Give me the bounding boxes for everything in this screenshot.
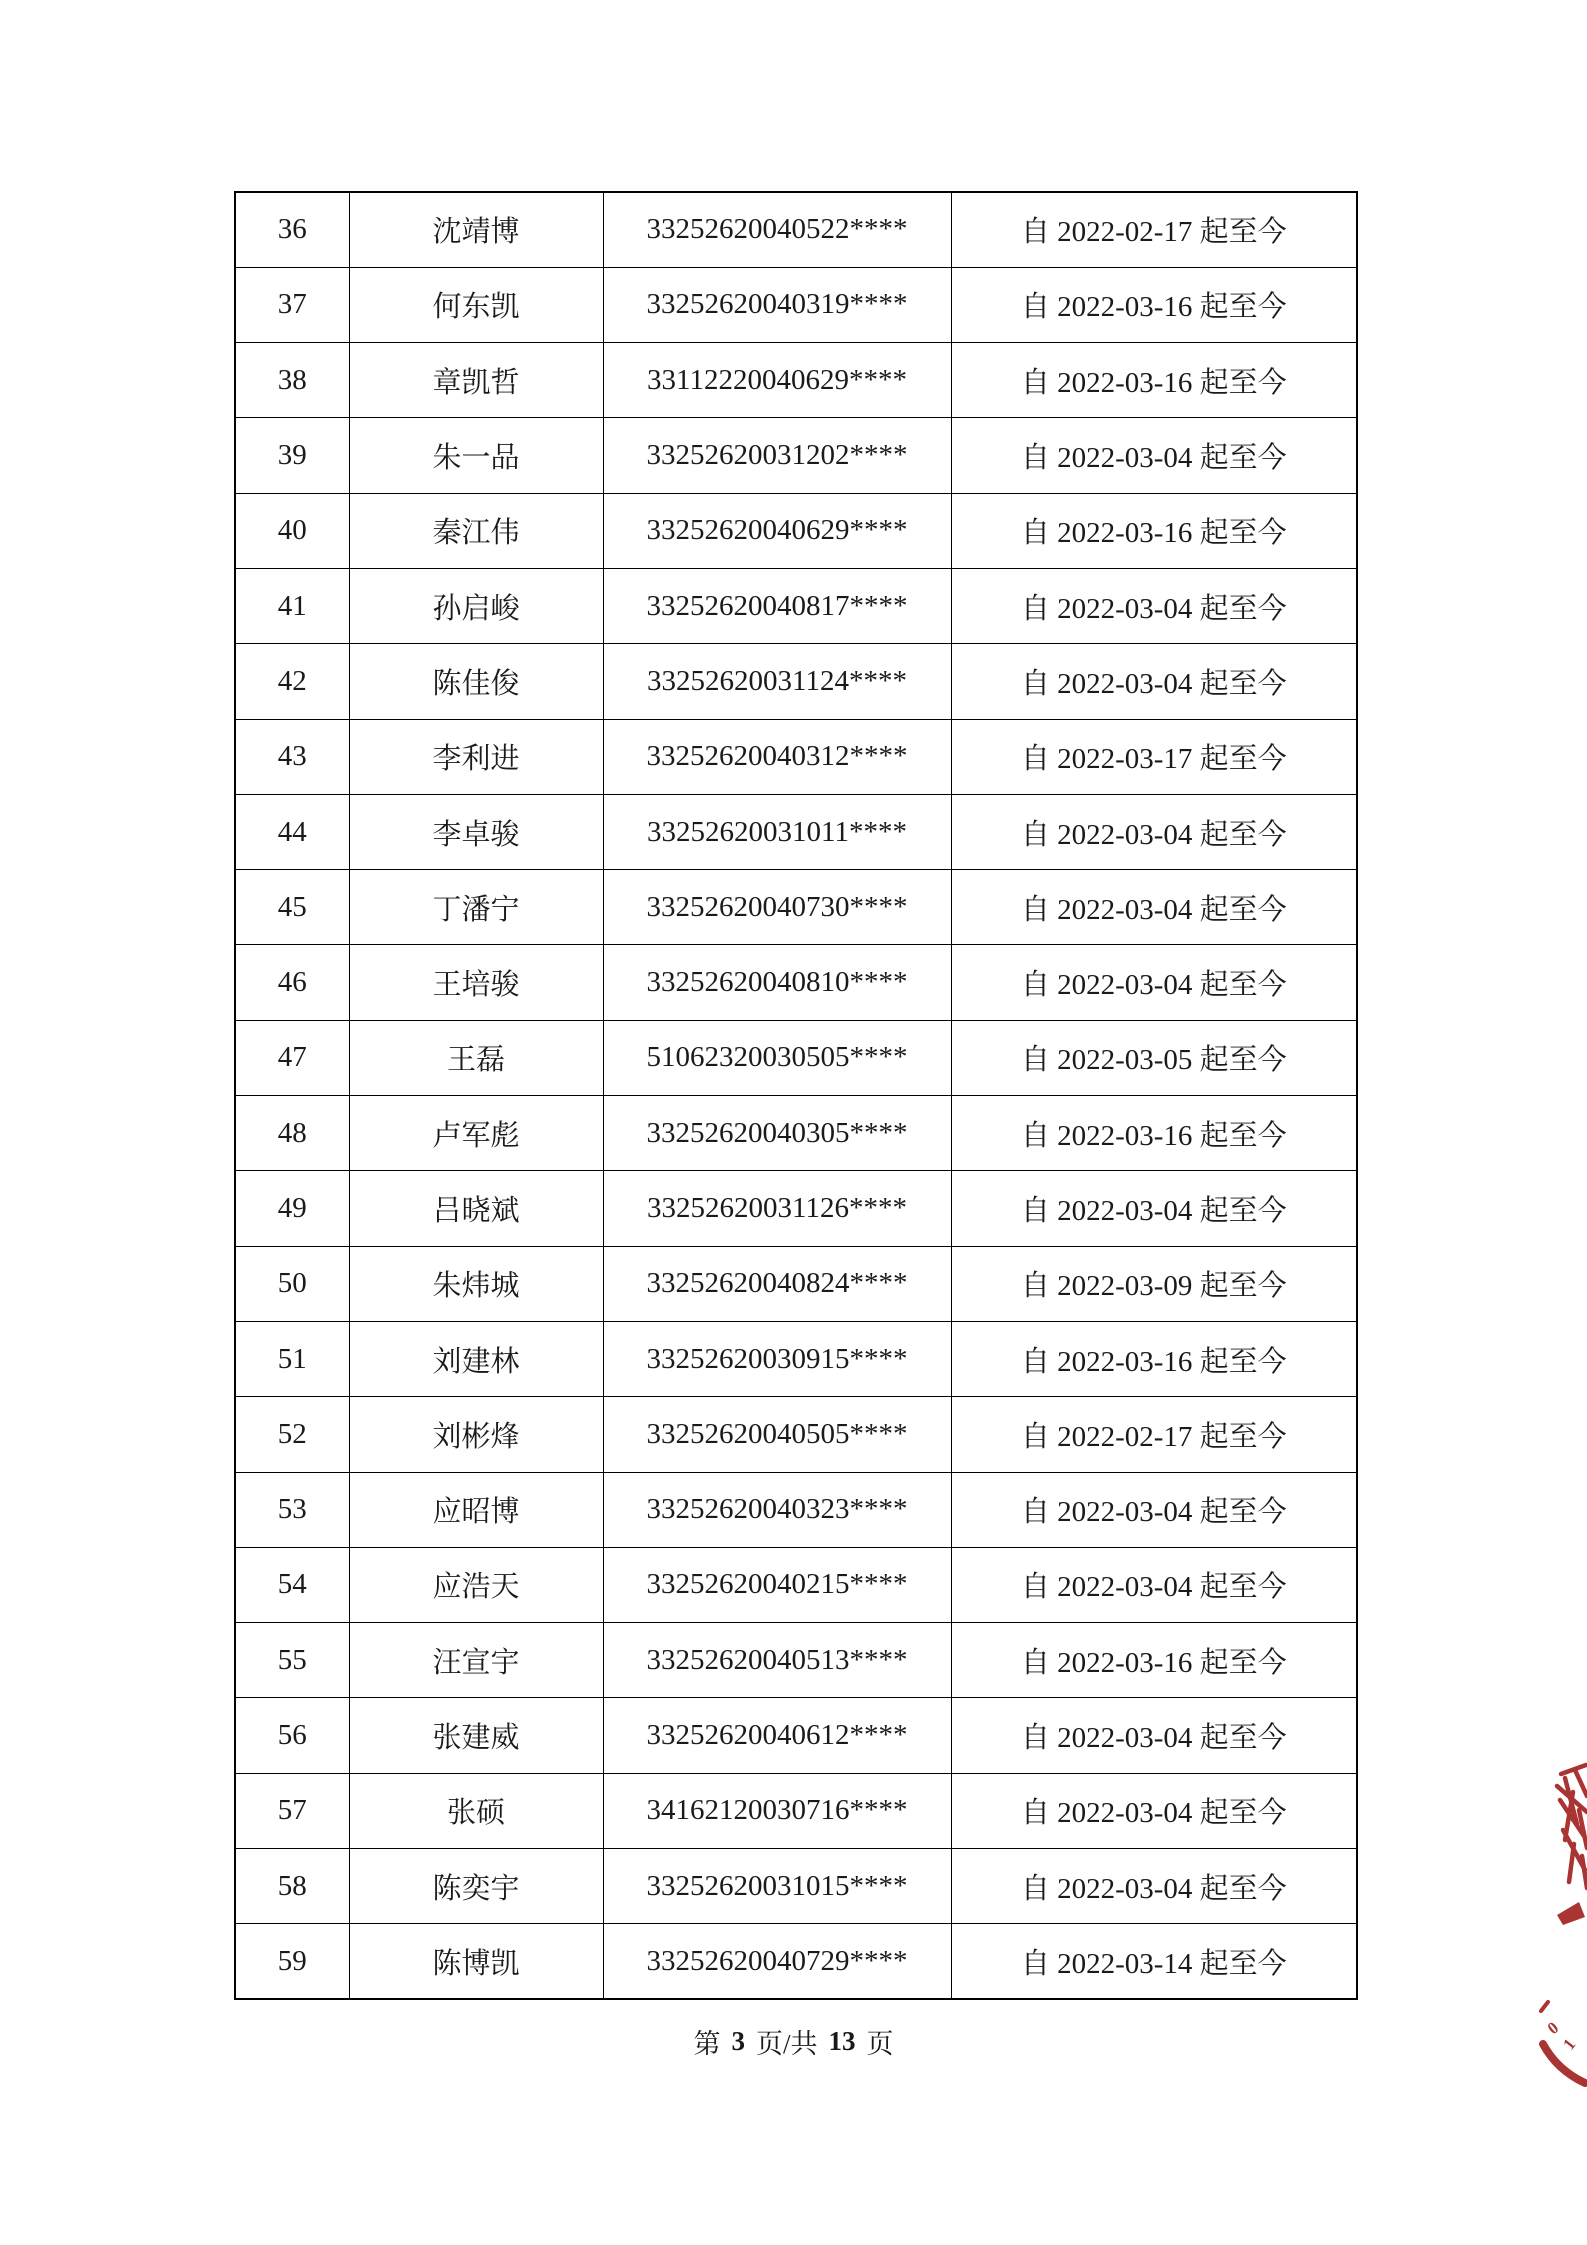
cell-name: 朱炜城 <box>349 1246 603 1321</box>
table-row <box>235 1849 1357 1924</box>
cell-id_number: 33252620031011**** <box>603 794 951 869</box>
footer-page-suffix: 页 <box>866 2029 894 2059</box>
seal-arrow-stroke <box>1557 1902 1585 1925</box>
cell-id_number: 33252620040505**** <box>603 1397 951 1472</box>
footer-page-prefix: 第 <box>693 2029 721 2059</box>
table-row <box>235 1246 1357 1321</box>
cell-period: 自 2022-03-16 起至今 <box>951 1321 1357 1396</box>
cell-index: 37 <box>235 267 349 342</box>
cell-period: 自 2022-03-04 起至今 <box>951 418 1357 493</box>
cell-id_number: 33112220040629**** <box>603 343 951 418</box>
cell-name: 秦江伟 <box>349 493 603 568</box>
cell-name: 王培骏 <box>349 945 603 1020</box>
cell-period: 自 2022-03-04 起至今 <box>951 945 1357 1020</box>
cell-name: 李卓骏 <box>349 794 603 869</box>
table-row <box>235 794 1357 869</box>
table-row <box>235 418 1357 493</box>
table-row <box>235 493 1357 568</box>
cell-index: 55 <box>235 1623 349 1698</box>
cell-period: 自 2022-03-16 起至今 <box>951 1096 1357 1171</box>
cell-id_number: 33252620040305**** <box>603 1096 951 1171</box>
table-row <box>235 1397 1357 1472</box>
footer-current-page: 3 <box>731 2026 745 2056</box>
seal-tick-stroke <box>1541 2002 1548 2011</box>
cell-id_number: 51062320030505**** <box>603 1020 951 1095</box>
cell-name: 陈奕宇 <box>349 1849 603 1924</box>
cell-name: 吕晓斌 <box>349 1171 603 1246</box>
cell-id_number: 33252620040817**** <box>603 568 951 643</box>
cell-index: 50 <box>235 1246 349 1321</box>
table-row <box>235 1020 1357 1095</box>
cell-index: 51 <box>235 1321 349 1396</box>
cell-period: 自 2022-03-04 起至今 <box>951 1472 1357 1547</box>
seal-digit-1: 1 <box>1559 2035 1580 2054</box>
cell-name: 张硕 <box>349 1773 603 1848</box>
roster-table-body <box>235 192 1357 1999</box>
cell-id_number: 33252620031015**** <box>603 1849 951 1924</box>
cell-id_number: 33252620040810**** <box>603 945 951 1020</box>
cell-id_number: 33252620030915**** <box>603 1321 951 1396</box>
cell-index: 49 <box>235 1171 349 1246</box>
cell-period: 自 2022-03-09 起至今 <box>951 1246 1357 1321</box>
cell-id_number: 33252620040319**** <box>603 267 951 342</box>
table-row <box>235 719 1357 794</box>
cell-name: 孙启峻 <box>349 568 603 643</box>
cell-id_number: 33252620040312**** <box>603 719 951 794</box>
table-row <box>235 644 1357 719</box>
cell-id_number: 33252620040215**** <box>603 1547 951 1622</box>
cell-id_number: 33252620040730**** <box>603 870 951 945</box>
cell-period: 自 2022-03-16 起至今 <box>951 267 1357 342</box>
cell-id_number: 33252620040729**** <box>603 1924 951 1999</box>
table-row <box>235 1623 1357 1698</box>
table-row <box>235 343 1357 418</box>
cell-index: 47 <box>235 1020 349 1095</box>
footer-separator: 页/共 <box>755 2029 818 2059</box>
cell-period: 自 2022-03-04 起至今 <box>951 1773 1357 1848</box>
table-row <box>235 870 1357 945</box>
cell-name: 汪宣宇 <box>349 1623 603 1698</box>
cell-period: 自 2022-03-05 起至今 <box>951 1020 1357 1095</box>
cell-period: 自 2022-03-04 起至今 <box>951 1849 1357 1924</box>
table-row <box>235 1321 1357 1396</box>
cell-period: 自 2022-03-04 起至今 <box>951 1171 1357 1246</box>
roster-table <box>234 191 1358 2000</box>
cell-index: 53 <box>235 1472 349 1547</box>
cell-name: 丁潘宁 <box>349 870 603 945</box>
cell-name: 朱一品 <box>349 418 603 493</box>
cell-index: 54 <box>235 1547 349 1622</box>
cell-index: 52 <box>235 1397 349 1472</box>
cell-name: 王磊 <box>349 1020 603 1095</box>
cell-name: 应浩天 <box>349 1547 603 1622</box>
cell-name: 陈佳俊 <box>349 644 603 719</box>
cell-index: 45 <box>235 870 349 945</box>
cell-index: 36 <box>235 192 349 267</box>
cell-id_number: 33252620040323**** <box>603 1472 951 1547</box>
cell-index: 43 <box>235 719 349 794</box>
cell-name: 章凯哲 <box>349 343 603 418</box>
cell-id_number: 33252620040513**** <box>603 1623 951 1698</box>
cell-id_number: 33252620031124**** <box>603 644 951 719</box>
table-row <box>235 267 1357 342</box>
table-row <box>235 1773 1357 1848</box>
cell-period: 自 2022-02-17 起至今 <box>951 1397 1357 1472</box>
table-row <box>235 192 1357 267</box>
cell-id_number: 33252620040612**** <box>603 1698 951 1773</box>
cell-id_number: 34162120030716**** <box>603 1773 951 1848</box>
cell-index: 57 <box>235 1773 349 1848</box>
cell-index: 44 <box>235 794 349 869</box>
table-row <box>235 1096 1357 1171</box>
cell-name: 沈靖博 <box>349 192 603 267</box>
cell-period: 自 2022-03-04 起至今 <box>951 568 1357 643</box>
cell-index: 46 <box>235 945 349 1020</box>
table-row <box>235 1547 1357 1622</box>
table-row <box>235 1472 1357 1547</box>
cell-index: 58 <box>235 1849 349 1924</box>
cell-period: 自 2022-03-04 起至今 <box>951 1547 1357 1622</box>
cell-period: 自 2022-03-04 起至今 <box>951 644 1357 719</box>
cell-index: 39 <box>235 418 349 493</box>
cell-id_number: 33252620031202**** <box>603 418 951 493</box>
table-row <box>235 1698 1357 1773</box>
cell-period: 自 2022-03-14 起至今 <box>951 1924 1357 1999</box>
cell-name: 刘彬烽 <box>349 1397 603 1472</box>
cell-index: 42 <box>235 644 349 719</box>
cell-name: 应昭博 <box>349 1472 603 1547</box>
cell-name: 卢军彪 <box>349 1096 603 1171</box>
cell-period: 自 2022-03-04 起至今 <box>951 1698 1357 1773</box>
footer-total-pages: 13 <box>828 2026 856 2056</box>
cell-id_number: 33252620040522**** <box>603 192 951 267</box>
cell-period: 自 2022-03-16 起至今 <box>951 493 1357 568</box>
cell-period: 自 2022-03-16 起至今 <box>951 343 1357 418</box>
page-footer <box>0 2022 1587 2061</box>
cell-name: 刘建林 <box>349 1321 603 1396</box>
cell-period: 自 2022-03-17 起至今 <box>951 719 1357 794</box>
cell-index: 56 <box>235 1698 349 1773</box>
cell-name: 何东凯 <box>349 267 603 342</box>
cell-id_number: 33252620040824**** <box>603 1246 951 1321</box>
cell-id_number: 33252620031126**** <box>603 1171 951 1246</box>
cell-index: 48 <box>235 1096 349 1171</box>
cell-name: 张建威 <box>349 1698 603 1773</box>
seal-hatch-strokes <box>1557 1765 1587 1888</box>
cell-name: 李利进 <box>349 719 603 794</box>
cell-period: 自 2022-03-04 起至今 <box>951 870 1357 945</box>
cell-index: 59 <box>235 1924 349 1999</box>
cell-index: 41 <box>235 568 349 643</box>
cell-name: 陈博凯 <box>349 1924 603 1999</box>
cell-period: 自 2022-02-17 起至今 <box>951 192 1357 267</box>
table-row <box>235 1171 1357 1246</box>
table-row <box>235 568 1357 643</box>
cell-index: 40 <box>235 493 349 568</box>
cell-period: 自 2022-03-04 起至今 <box>951 794 1357 869</box>
cell-id_number: 33252620040629**** <box>603 493 951 568</box>
table-row <box>235 945 1357 1020</box>
table-row <box>235 1924 1357 1999</box>
seal-digit-0: 0 <box>1543 2017 1563 2039</box>
cell-period: 自 2022-03-16 起至今 <box>951 1623 1357 1698</box>
cell-index: 38 <box>235 343 349 418</box>
